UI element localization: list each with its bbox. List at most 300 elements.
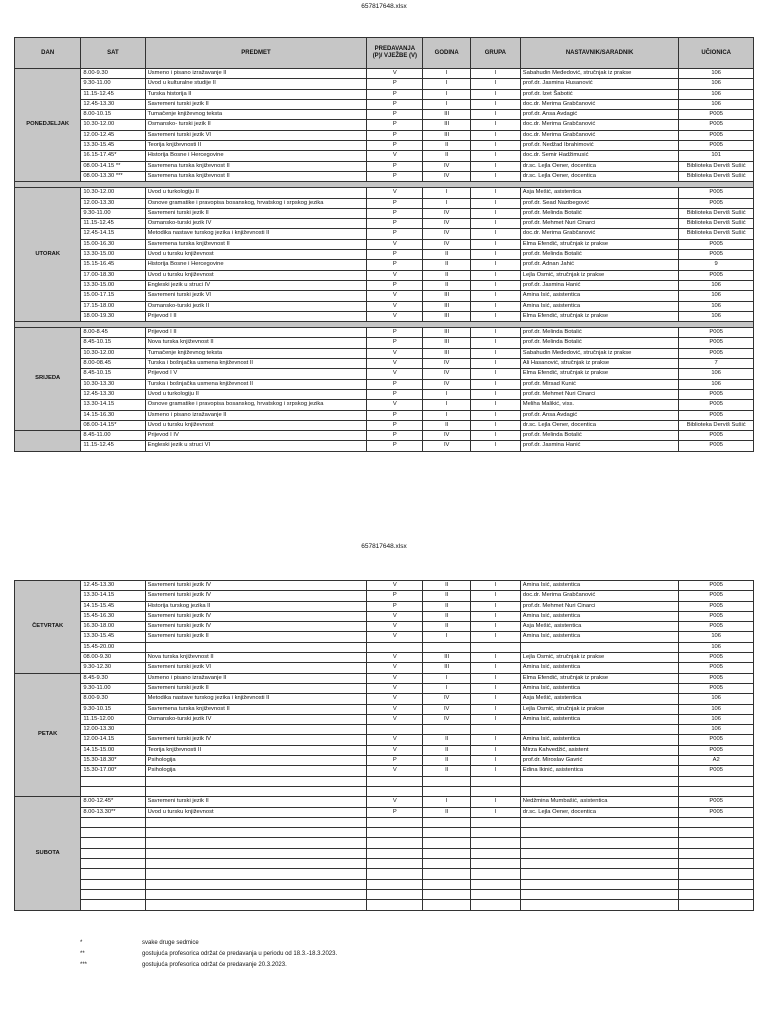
table-row xyxy=(15,208,754,218)
cell-time: 13.30-15.45 xyxy=(81,141,145,151)
cell-teacher: Amina Isić, asistentica xyxy=(520,663,679,673)
cell-group: I xyxy=(471,714,521,724)
cell-room: P005 xyxy=(679,389,754,399)
cell-subject: Osmansko- turski jezik II xyxy=(145,120,367,130)
cell-room: P005 xyxy=(679,188,754,198)
cell-empty xyxy=(423,848,471,858)
table-row xyxy=(15,581,754,591)
cell-group: I xyxy=(471,151,521,161)
cell-type: P xyxy=(367,389,423,399)
cell-time: 9.30-12.30 xyxy=(81,663,145,673)
cell-type: V xyxy=(367,632,423,642)
cell-type: V xyxy=(367,735,423,745)
cell-empty xyxy=(145,776,367,786)
cell-group: I xyxy=(471,622,521,632)
cell-subject: Osnove gramatike i pravopisa bosanskog, hrvatskog i srpskog jezika xyxy=(145,198,367,208)
cell-teacher: Meliha Malikić, viss. xyxy=(520,400,679,410)
cell-group: I xyxy=(471,110,521,120)
cell-group: I xyxy=(471,591,521,601)
table-row xyxy=(15,379,754,389)
table-row xyxy=(15,188,754,198)
cell-time: 8.45-11.00 xyxy=(81,431,145,441)
cell-year: IV xyxy=(423,219,471,229)
cell-empty xyxy=(679,848,754,858)
cell-teacher: prof.dr. Jasmina Hanić xyxy=(520,441,679,451)
cell-teacher: prof.dr. Melinda Botalić xyxy=(520,328,679,338)
cell-type: P xyxy=(367,161,423,171)
cell-group: I xyxy=(471,601,521,611)
table-row xyxy=(15,704,754,714)
cell-group: I xyxy=(471,359,521,369)
cell-subject: Uvod u tursku književnost xyxy=(145,270,367,280)
cell-group: I xyxy=(471,673,521,683)
cell-empty xyxy=(520,889,679,899)
cell-year: IV xyxy=(423,431,471,441)
table-row xyxy=(15,219,754,229)
cell-year: II xyxy=(423,591,471,601)
cell-empty xyxy=(81,776,145,786)
cell-empty xyxy=(520,859,679,869)
cell-room: P005 xyxy=(679,141,754,151)
cell-teacher: Lejla Osmić, stručnjak iz prakse xyxy=(520,704,679,714)
cell-room: 106 xyxy=(679,79,754,89)
cell-group: I xyxy=(471,328,521,338)
cell-teacher xyxy=(520,725,679,735)
cell-group: I xyxy=(471,229,521,239)
cell-teacher: Nedžmina Mumbašić, asistentica xyxy=(520,797,679,807)
cell-type: P xyxy=(367,130,423,140)
cell-teacher: Elma Efendić, stručnjak iz prakse xyxy=(520,239,679,249)
cell-time: 08.00-9.30 xyxy=(81,653,145,663)
cell-room: P005 xyxy=(679,601,754,611)
footnote-symbol: *** xyxy=(80,962,88,968)
cell-type: P xyxy=(367,120,423,130)
cell-subject xyxy=(145,642,367,652)
cell-time: 8.00-13.30** xyxy=(81,807,145,817)
cell-type: V xyxy=(367,683,423,693)
cell-empty xyxy=(145,869,367,879)
cell-subject: Tumačenje književnog teksta xyxy=(145,348,367,358)
cell-room: P005 xyxy=(679,611,754,621)
cell-group: I xyxy=(471,208,521,218)
cell-room: Biblioteka Derviš Sušić xyxy=(679,219,754,229)
cell-teacher: prof.dr. Ansa Avdagić xyxy=(520,110,679,120)
table-row xyxy=(15,89,754,99)
cell-empty xyxy=(679,859,754,869)
cell-time: 11.15-12.45 xyxy=(81,219,145,229)
footnote-text: gostujuća profesorica održat će predavanja u periodu od 18.3.-18.3.2023. xyxy=(142,951,338,957)
cell-empty xyxy=(423,838,471,848)
cell-empty xyxy=(471,817,521,827)
table-header-row xyxy=(15,38,754,69)
cell-empty xyxy=(367,838,423,848)
cell-empty xyxy=(471,828,521,838)
cell-room: 106 xyxy=(679,379,754,389)
cell-empty xyxy=(367,828,423,838)
cell-time: 14.15-15.45 xyxy=(81,601,145,611)
table-row xyxy=(15,359,754,369)
cell-time: 16.15-17.45* xyxy=(81,151,145,161)
cell-empty xyxy=(423,869,471,879)
table-row xyxy=(15,151,754,161)
cell-empty xyxy=(81,859,145,869)
cell-empty xyxy=(520,848,679,858)
cell-group: I xyxy=(471,280,521,290)
cell-empty xyxy=(679,838,754,848)
cell-type: V xyxy=(367,151,423,161)
cell-group: I xyxy=(471,89,521,99)
cell-teacher: dr.sc. Lejla Oener, docentica xyxy=(520,161,679,171)
table-row xyxy=(15,735,754,745)
cell-room: P005 xyxy=(679,663,754,673)
cell-room: P005 xyxy=(679,348,754,358)
cell-time: 12.45-13.30 xyxy=(81,389,145,399)
cell-time: 12.00-12.45 xyxy=(81,130,145,140)
table-row-empty xyxy=(15,786,754,796)
cell-time: 10.30-13.30 xyxy=(81,379,145,389)
cell-room: P005 xyxy=(679,683,754,693)
cell-room: 106 xyxy=(679,694,754,704)
cell-type: V xyxy=(367,311,423,321)
cell-type: V xyxy=(367,704,423,714)
cell-type: V xyxy=(367,694,423,704)
cell-group: I xyxy=(471,369,521,379)
cell-empty xyxy=(679,817,754,827)
cell-room: P005 xyxy=(679,735,754,745)
cell-room: 106 xyxy=(679,69,754,79)
cell-group: I xyxy=(471,400,521,410)
cell-empty xyxy=(471,848,521,858)
cell-empty xyxy=(520,786,679,796)
cell-time: 13.30-15.45 xyxy=(81,632,145,642)
cell-teacher: Ali Hasanović, stručnjak iz prakse xyxy=(520,359,679,369)
cell-type: V xyxy=(367,581,423,591)
cell-subject: Savremeni turski jezik IV xyxy=(145,611,367,621)
cell-year: IV xyxy=(423,694,471,704)
cell-teacher: prof.dr. Izet Šabotić xyxy=(520,89,679,99)
cell-group: I xyxy=(471,311,521,321)
table-row xyxy=(15,601,754,611)
cell-teacher: Amina Isić, asistentica xyxy=(520,611,679,621)
cell-empty xyxy=(81,900,145,910)
cell-room: P005 xyxy=(679,270,754,280)
cell-group: I xyxy=(471,410,521,420)
cell-teacher: prof.dr. Ansa Avdagić xyxy=(520,410,679,420)
cell-year: III xyxy=(423,291,471,301)
footnotes xyxy=(80,940,337,973)
cell-subject: Turska i bošnjačka usmena književnost II xyxy=(145,359,367,369)
table-row xyxy=(15,632,754,642)
cell-year: II xyxy=(423,756,471,766)
table-row xyxy=(15,642,754,652)
cell-empty xyxy=(367,817,423,827)
cell-teacher: prof.dr. Nedžad Ibrahimović xyxy=(520,141,679,151)
cell-empty xyxy=(471,889,521,899)
footnote-item xyxy=(80,962,337,973)
cell-year: IV xyxy=(423,229,471,239)
table-row xyxy=(15,420,754,430)
cell-group: I xyxy=(471,250,521,260)
cell-time: 10.30-12.00 xyxy=(81,188,145,198)
cell-empty xyxy=(520,879,679,889)
cell-subject: Engleski jezik u struci IV xyxy=(145,280,367,290)
cell-type: P xyxy=(367,807,423,817)
cell-type: V xyxy=(367,239,423,249)
cell-type: P xyxy=(367,250,423,260)
cell-group: I xyxy=(471,219,521,229)
cell-group: I xyxy=(471,69,521,79)
cell-teacher: Elma Efendić, stručnjak iz prakse xyxy=(520,369,679,379)
cell-group: I xyxy=(471,766,521,776)
cell-subject: Savremeni turski jezik II xyxy=(145,683,367,693)
cell-group: I xyxy=(471,663,521,673)
cell-subject: Savremeni turski jezik VI xyxy=(145,663,367,673)
cell-room: Biblioteka Derviš Sušić xyxy=(679,420,754,430)
header-godina: GODINA xyxy=(423,38,471,69)
cell-empty xyxy=(520,869,679,879)
cell-type: P xyxy=(367,99,423,109)
cell-empty xyxy=(423,889,471,899)
table-row xyxy=(15,198,754,208)
cell-time: 15.45-16.30 xyxy=(81,611,145,621)
table-row xyxy=(15,389,754,399)
cell-time: 8.00-08.45 xyxy=(81,359,145,369)
cell-teacher: doc.dr. Merima Grabčanović xyxy=(520,229,679,239)
cell-empty xyxy=(679,776,754,786)
cell-group: I xyxy=(471,198,521,208)
cell-time: 10.30-12.00 xyxy=(81,120,145,130)
cell-group: I xyxy=(471,338,521,348)
cell-teacher: Asja Mešić, asistentica xyxy=(520,694,679,704)
cell-subject: Savremena turska književnost II xyxy=(145,161,367,171)
cell-empty xyxy=(520,817,679,827)
cell-empty xyxy=(471,776,521,786)
cell-type: V xyxy=(367,369,423,379)
cell-type: P xyxy=(367,208,423,218)
header-ucionica: UČIONICA xyxy=(679,38,754,69)
cell-subject: Savremena turska književnost II xyxy=(145,704,367,714)
cell-type: P xyxy=(367,229,423,239)
cell-year: II xyxy=(423,807,471,817)
table-row xyxy=(15,653,754,663)
cell-type xyxy=(367,642,423,652)
cell-room: P005 xyxy=(679,766,754,776)
cell-subject: Uvod u tursku književnost xyxy=(145,420,367,430)
cell-empty xyxy=(367,900,423,910)
cell-time: 8.00-8.45 xyxy=(81,328,145,338)
cell-year: IV xyxy=(423,171,471,181)
cell-subject: Teorija književnosti II xyxy=(145,745,367,755)
cell-room: P005 xyxy=(679,130,754,140)
cell-room: 7 xyxy=(679,359,754,369)
cell-group: I xyxy=(471,704,521,714)
cell-type: P xyxy=(367,89,423,99)
cell-subject: Savremeni turski jezik II xyxy=(145,99,367,109)
cell-group: I xyxy=(471,797,521,807)
cell-time: 9.30-11.00 xyxy=(81,79,145,89)
cell-time: 8.00-9.30 xyxy=(81,69,145,79)
table-row xyxy=(15,673,754,683)
cell-time: 08.00-13.30 *** xyxy=(81,171,145,181)
cell-year: IV xyxy=(423,359,471,369)
cell-group xyxy=(471,642,521,652)
cell-time: 8.00-10.15 xyxy=(81,110,145,120)
cell-type: P xyxy=(367,591,423,601)
cell-empty xyxy=(471,869,521,879)
cell-year: IV xyxy=(423,369,471,379)
cell-type: P xyxy=(367,338,423,348)
cell-year: II xyxy=(423,766,471,776)
table-row xyxy=(15,369,754,379)
table-row xyxy=(15,756,754,766)
cell-room: P005 xyxy=(679,239,754,249)
cell-year: III xyxy=(423,110,471,120)
cell-room: Biblioteka Derviš Sušić xyxy=(679,229,754,239)
cell-type: P xyxy=(367,420,423,430)
footnote-item xyxy=(80,940,337,951)
cell-teacher: prof.dr. Sead Nazibegović xyxy=(520,198,679,208)
footnote-symbol: ** xyxy=(80,951,85,957)
cell-time: 12.45-13.30 xyxy=(81,581,145,591)
cell-empty xyxy=(471,879,521,889)
cell-teacher: prof.dr. Melinda Botalić xyxy=(520,250,679,260)
table-row-empty xyxy=(15,869,754,879)
cell-group: I xyxy=(471,611,521,621)
cell-teacher: prof.dr. Adnan Jahić xyxy=(520,260,679,270)
cell-room: 106 xyxy=(679,369,754,379)
cell-year: I xyxy=(423,410,471,420)
cell-subject: Prijevod I IV xyxy=(145,431,367,441)
cell-teacher: doc.dr. Semir Hadžimusić xyxy=(520,151,679,161)
cell-year: IV xyxy=(423,239,471,249)
cell-subject: Engleski jezik u struci VI xyxy=(145,441,367,451)
cell-empty xyxy=(520,838,679,848)
cell-time: 13.30-14.15 xyxy=(81,400,145,410)
cell-teacher: Asja Mešić, asistentica xyxy=(520,622,679,632)
cell-subject: Uvod u turkologiju II xyxy=(145,188,367,198)
cell-subject: Osmansko-turski jezik IV xyxy=(145,219,367,229)
cell-room: P005 xyxy=(679,673,754,683)
cell-empty xyxy=(367,889,423,899)
table-row-empty xyxy=(15,900,754,910)
cell-group: I xyxy=(471,756,521,766)
table-row xyxy=(15,797,754,807)
cell-room: P005 xyxy=(679,807,754,817)
cell-year: I xyxy=(423,99,471,109)
cell-year: II xyxy=(423,611,471,621)
cell-empty xyxy=(367,786,423,796)
cell-teacher: Lejla Osmić, stručnjak iz prakse xyxy=(520,270,679,280)
cell-empty xyxy=(471,838,521,848)
cell-time: 8.45-10.15 xyxy=(81,338,145,348)
header-grupa: GRUPA xyxy=(471,38,521,69)
cell-year: I xyxy=(423,673,471,683)
cell-type: V xyxy=(367,270,423,280)
cell-time: 12.00-14.15 xyxy=(81,735,145,745)
day-cell: UTORAK xyxy=(15,188,81,322)
table-row xyxy=(15,725,754,735)
table-row xyxy=(15,400,754,410)
table-row xyxy=(15,120,754,130)
schedule-table-page2 xyxy=(14,580,754,911)
cell-teacher: Edina Ikinić, asistentica xyxy=(520,766,679,776)
cell-empty xyxy=(520,900,679,910)
cell-room: 106 xyxy=(679,99,754,109)
cell-type: P xyxy=(367,79,423,89)
cell-group: I xyxy=(471,120,521,130)
cell-group: I xyxy=(471,431,521,441)
cell-empty xyxy=(423,879,471,889)
cell-room: 106 xyxy=(679,714,754,724)
cell-empty xyxy=(423,828,471,838)
table-row xyxy=(15,171,754,181)
cell-group: I xyxy=(471,694,521,704)
cell-time: 13.30-14.15 xyxy=(81,591,145,601)
cell-type: P xyxy=(367,431,423,441)
cell-year xyxy=(423,725,471,735)
cell-group: I xyxy=(471,239,521,249)
header-dan: DAN xyxy=(15,38,81,69)
cell-empty xyxy=(81,879,145,889)
header-predavanja: PREDAVANJA (P)/ VJEŽBE (V) xyxy=(367,38,423,69)
cell-time: 17.15-18.00 xyxy=(81,301,145,311)
cell-group: I xyxy=(471,270,521,280)
cell-year: I xyxy=(423,79,471,89)
cell-subject: Historija Bosne i Hercegovine xyxy=(145,260,367,270)
cell-year: III xyxy=(423,663,471,673)
cell-year: IV xyxy=(423,161,471,171)
cell-room: P005 xyxy=(679,591,754,601)
cell-teacher: Amina Isić, asistentica xyxy=(520,683,679,693)
cell-room: 106 xyxy=(679,704,754,714)
cell-year: I xyxy=(423,797,471,807)
cell-time: 14.15-15.00 xyxy=(81,745,145,755)
day-cell: SRIJEDA xyxy=(15,328,81,431)
cell-subject: Prijevod I II xyxy=(145,328,367,338)
cell-empty xyxy=(520,776,679,786)
cell-subject: Psihologija xyxy=(145,766,367,776)
cell-time: 15.45-20.00 xyxy=(81,642,145,652)
cell-time: 18.00-19.30 xyxy=(81,311,145,321)
cell-year: II xyxy=(423,420,471,430)
cell-subject: Savremena turska književnost II xyxy=(145,171,367,181)
table-row xyxy=(15,291,754,301)
table-row xyxy=(15,663,754,673)
cell-time: 12.00-13.30 xyxy=(81,198,145,208)
cell-subject: Savremeni turski jezik IV xyxy=(145,591,367,601)
table-row xyxy=(15,311,754,321)
table-row xyxy=(15,328,754,338)
cell-group xyxy=(471,725,521,735)
cell-empty xyxy=(423,817,471,827)
cell-subject: Nova turska književnost II xyxy=(145,338,367,348)
cell-type: V xyxy=(367,663,423,673)
cell-subject: Usmeno i pisano izražavanje II xyxy=(145,410,367,420)
cell-subject: Nova turska književnost II xyxy=(145,653,367,663)
cell-teacher: doc.dr. Merima Grabčanović xyxy=(520,130,679,140)
cell-subject: Usmeno i pisano izražavanje II xyxy=(145,673,367,683)
cell-time: 15.00-17.15 xyxy=(81,291,145,301)
cell-time: 08.00-14.15* xyxy=(81,420,145,430)
cell-empty xyxy=(81,786,145,796)
cell-subject: Historija turskog jezika II xyxy=(145,601,367,611)
table-row-empty xyxy=(15,879,754,889)
cell-time: 13.30-15.00 xyxy=(81,250,145,260)
cell-year: IV xyxy=(423,379,471,389)
cell-year: IV xyxy=(423,704,471,714)
cell-year: III xyxy=(423,328,471,338)
cell-teacher: Sabahudin Međedović, stručnjak iz prakse xyxy=(520,348,679,358)
